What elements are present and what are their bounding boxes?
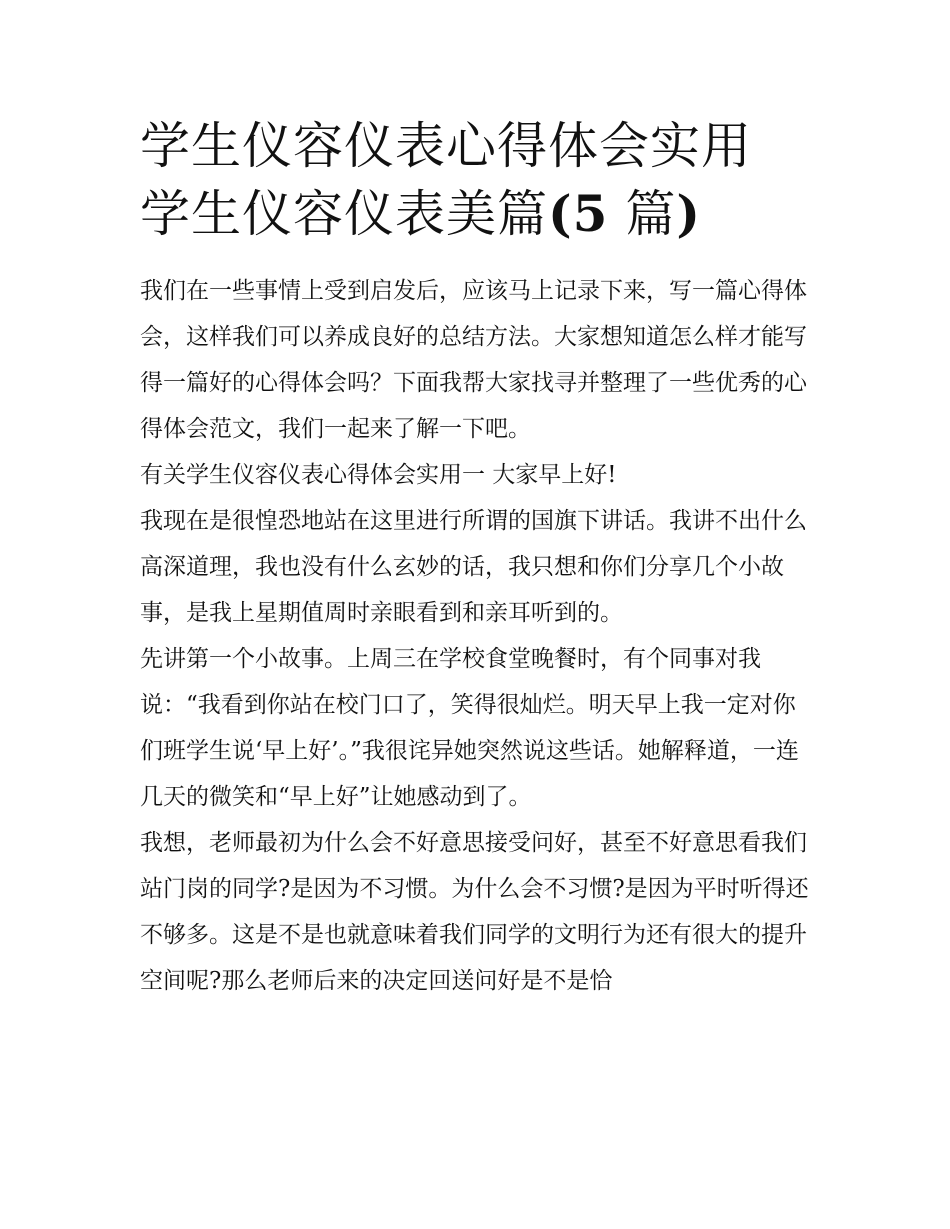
paragraph-reflection: 我想，老师最初为什么会不好意思接受问好，甚至不好意思看我们站门岗的同学?是因为不习惯。为什么会不习惯?是因为平时听得还不够多。这是不是也就意味着我们同学的文明行为还有很大的提升空间呢?那么老师后来的决定回送问好是不是恰 <box>140 830 809 994</box>
paragraph-speech-opening: 我现在是很惶恐地站在这里进行所谓的国旗下讲话。我讲不出什么高深道理，我也没有什么玄妙的话，我只想和你们分享几个小故事，是我上星期值周时亲眼看到和亲耳听到的。 <box>140 508 807 626</box>
document-page <box>140 112 812 1004</box>
document-title: 学生仪容仪表心得体会实用 学生仪容仪表美篇(5 篇) <box>140 117 752 243</box>
paragraph-heading-1: 有关学生仪容仪表心得体会实用一 大家早上好! <box>140 462 617 488</box>
document-body <box>140 268 812 1004</box>
paragraph-first-story: 先讲第一个小故事。上周三在学校食堂晚餐时，有个同事对我说：“我看到你站在校门口了，笑得很灿烂。明天早上我一定对你们班学生说‘早上好’。”我很诧异她突然说这些话。她解释道，一连几天的微笑和“早上好”让她感动到了。 <box>140 646 799 810</box>
paragraph-intro: 我们在一些事情上受到启发后，应该马上记录下来，写一篇心得体会，这样我们可以养成良好的总结方法。大家想知道怎么样才能写得一篇好的心得体会吗？下面我帮大家找寻并整理了一些优秀的心得体会范文，我们一起来了解一下吧。 <box>140 278 807 442</box>
